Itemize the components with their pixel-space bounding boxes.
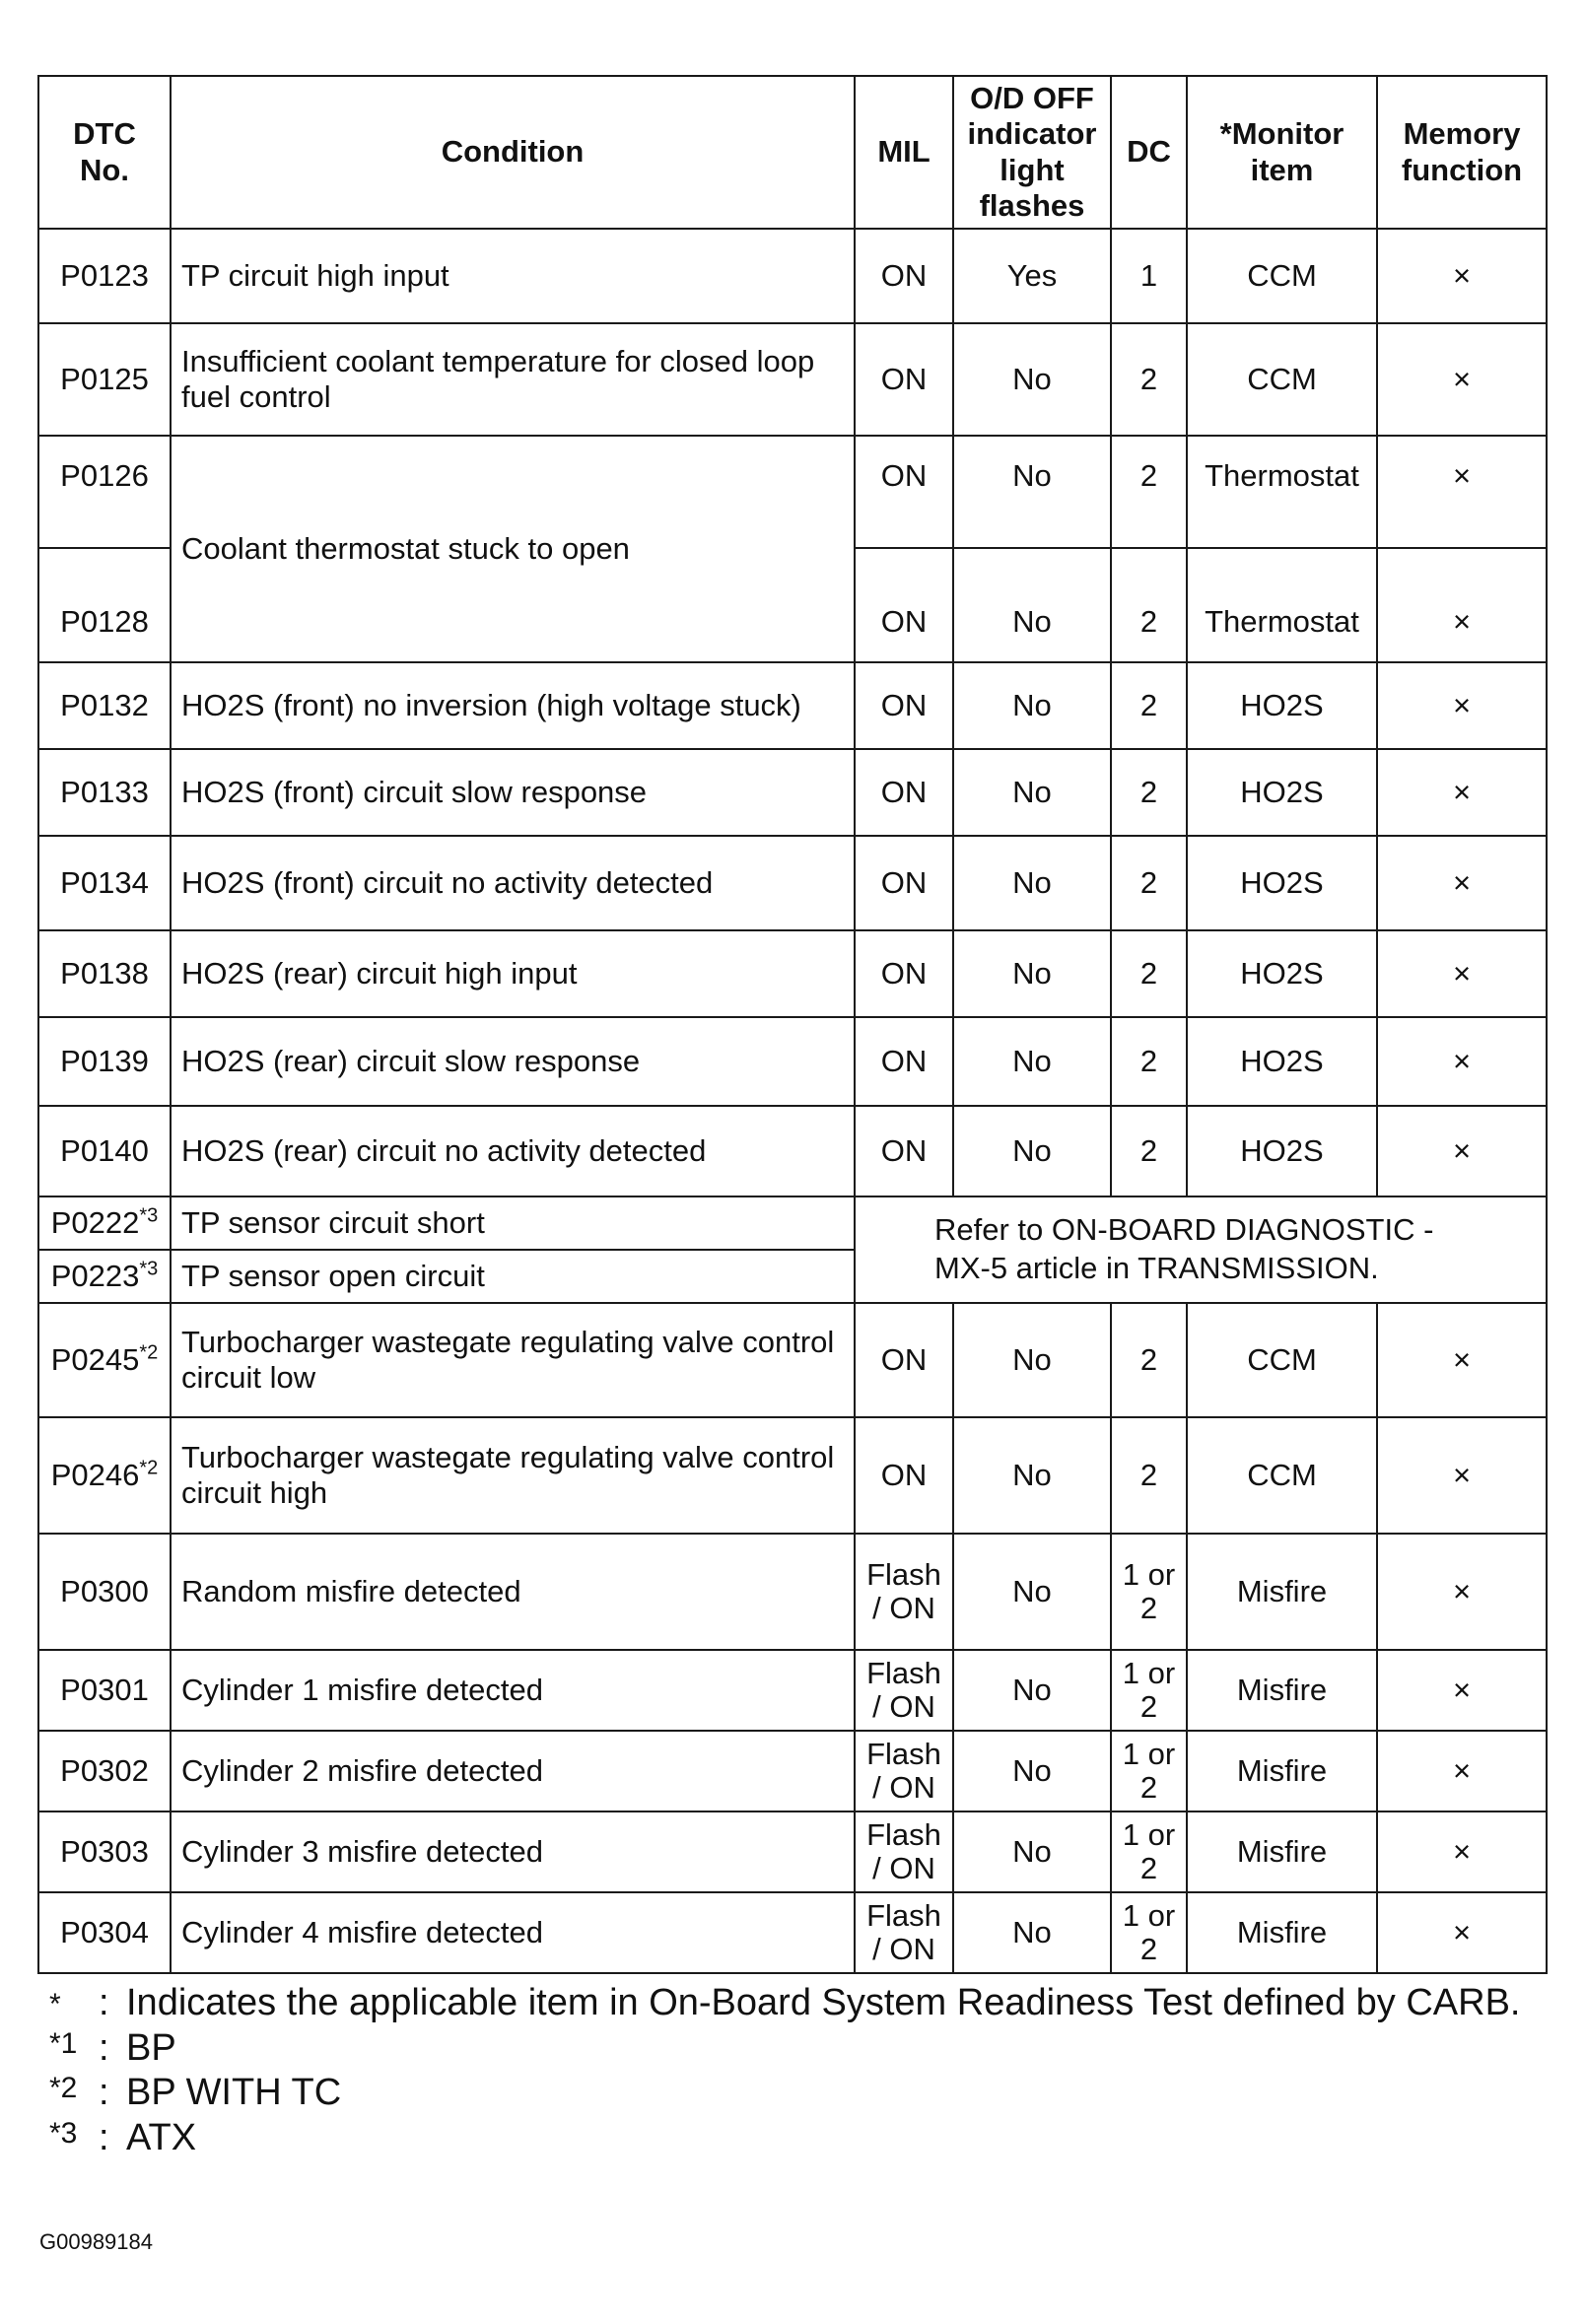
dtc-code: P0133 [38, 749, 171, 836]
monitor-item: HO2S [1187, 836, 1377, 930]
condition: Turbocharger wastegate regulating valve control circuit high [171, 1417, 855, 1534]
dtc-code [38, 1303, 171, 1417]
footnote-colon: : [99, 2116, 109, 2158]
condition: Insufficient coolant temperature for closed loop fuel control [171, 323, 855, 436]
mil: ON [855, 548, 953, 662]
mil-line: / ON [872, 1689, 935, 1725]
mil [855, 1534, 953, 1650]
condition: HO2S (rear) circuit no activity detected [171, 1106, 855, 1196]
mil-line: Flash [866, 1897, 941, 1933]
od-flash: No [953, 548, 1111, 662]
mil: ON [855, 1106, 953, 1196]
monitor-item: CCM [1187, 323, 1377, 436]
condition: Cylinder 2 misfire detected [171, 1731, 855, 1811]
condition: TP circuit high input [171, 229, 855, 323]
footnote-ref: *3 [139, 1204, 159, 1227]
table-row [38, 1417, 1547, 1534]
memory-function: × [1377, 749, 1547, 836]
od-flash: No [953, 1106, 1111, 1196]
monitor-item: Misfire [1187, 1892, 1377, 1973]
condition: TP sensor circuit short [171, 1196, 855, 1250]
table-row [38, 1106, 1547, 1196]
memory-function: × [1377, 548, 1547, 662]
table-row [38, 323, 1547, 436]
dtc-code [38, 1250, 171, 1303]
dc [1111, 1650, 1187, 1731]
table-row [38, 1892, 1547, 1973]
memory-function: × [1377, 836, 1547, 930]
header-dc: DC [1111, 76, 1187, 229]
condition: HO2S (front) circuit no activity detected [171, 836, 855, 930]
mil [855, 1650, 953, 1731]
dc: 2 [1111, 1106, 1187, 1196]
dc: 2 [1111, 548, 1187, 662]
dtc-code: P0128 [38, 548, 171, 662]
header-od-line: flashes [979, 187, 1085, 223]
od-flash: No [953, 836, 1111, 930]
mil-line: Flash [866, 1655, 941, 1690]
footnotes [49, 1981, 1557, 2160]
dtc-code [38, 1417, 171, 1534]
dtc-code: P0125 [38, 323, 171, 436]
table-row [38, 1017, 1547, 1106]
header-od-line: O/D OFF [970, 81, 1094, 115]
mil [855, 1892, 953, 1973]
table-row [38, 1811, 1547, 1892]
dc: 2 [1111, 1303, 1187, 1417]
dc-line: 2 [1139, 1689, 1158, 1725]
mil-line: / ON [872, 1591, 935, 1626]
dc-line: 1 or [1122, 1816, 1176, 1852]
od-flash: No [953, 1417, 1111, 1534]
mil [855, 1731, 953, 1811]
dtc-code: P0134 [38, 836, 171, 930]
footnote-colon: : [99, 2026, 109, 2069]
mil: ON [855, 1303, 953, 1417]
dc-line: 2 [1139, 1770, 1158, 1806]
footnote-ref: *3 [139, 1258, 159, 1280]
dtc-code: P0304 [38, 1892, 171, 1973]
monitor-item: HO2S [1187, 1017, 1377, 1106]
dtc-code: P0300 [38, 1534, 171, 1650]
dc [1111, 1811, 1187, 1892]
condition: TP sensor open circuit [171, 1250, 855, 1303]
footnote [49, 2116, 1557, 2161]
dc: 1 [1111, 229, 1187, 323]
monitor-item: Misfire [1187, 1534, 1377, 1650]
dtc-table [37, 75, 1548, 1974]
header-od-line: light [1000, 152, 1065, 187]
mil-line: / ON [872, 1851, 935, 1886]
refer-note-line: MX-5 article in TRANSMISSION. [934, 1251, 1379, 1286]
footnote-ref: *2 [139, 1341, 159, 1364]
mil-line: Flash [866, 1736, 941, 1771]
monitor-item: HO2S [1187, 930, 1377, 1017]
table-row [38, 662, 1547, 749]
table-row [38, 1534, 1547, 1650]
dc-line: 1 or [1122, 1655, 1176, 1690]
refer-note-line: Refer to ON-BOARD DIAGNOSTIC - [934, 1212, 1434, 1248]
dc-line: 2 [1139, 1591, 1158, 1626]
monitor-item: Thermostat [1187, 436, 1377, 548]
mil: ON [855, 229, 953, 323]
dc: 2 [1111, 323, 1187, 436]
memory-function: × [1377, 1106, 1547, 1196]
dc-line: 1 or [1122, 1556, 1176, 1592]
mil-line: Flash [866, 1816, 941, 1852]
monitor-item: Misfire [1187, 1731, 1377, 1811]
memory-function: × [1377, 1534, 1547, 1650]
header-dtc: DTC No. [38, 76, 171, 229]
monitor-item: CCM [1187, 1303, 1377, 1417]
dc: 2 [1111, 749, 1187, 836]
table-row [38, 436, 1547, 548]
dc: 2 [1111, 836, 1187, 930]
mil-line: / ON [872, 1932, 935, 1967]
memory-function: × [1377, 229, 1547, 323]
dtc-code: P0123 [38, 229, 171, 323]
memory-function: × [1377, 1017, 1547, 1106]
monitor-item: HO2S [1187, 662, 1377, 749]
memory-function: × [1377, 1731, 1547, 1811]
header-condition: Condition [171, 76, 855, 229]
od-flash: No [953, 1892, 1111, 1973]
footnote-mark: *2 [49, 2072, 78, 2105]
mil: ON [855, 1417, 953, 1534]
condition: Turbocharger wastegate regulating valve control circuit low [171, 1303, 855, 1417]
memory-function: × [1377, 1650, 1547, 1731]
memory-function: × [1377, 930, 1547, 1017]
header-monitor-line: item [1250, 152, 1314, 187]
condition: Cylinder 3 misfire detected [171, 1811, 855, 1892]
footnote-colon: : [99, 2072, 109, 2114]
od-flash: No [953, 1650, 1111, 1731]
mil: ON [855, 662, 953, 749]
mil: ON [855, 749, 953, 836]
od-flash: No [953, 1731, 1111, 1811]
mil-line: Flash [866, 1556, 941, 1592]
dtc-code [38, 1196, 171, 1250]
dc: 2 [1111, 436, 1187, 548]
table-row [38, 1650, 1547, 1731]
memory-function: × [1377, 323, 1547, 436]
memory-function: × [1377, 662, 1547, 749]
dtc-code-text: P0223 [50, 1259, 140, 1294]
dtc-code: P0132 [38, 662, 171, 749]
footnote-colon: : [99, 1982, 109, 2023]
mil: ON [855, 1017, 953, 1106]
dtc-code-text: P0246 [50, 1458, 140, 1493]
footnote-text: BP [126, 2026, 176, 2069]
condition: Random misfire detected [171, 1534, 855, 1650]
memory-function: × [1377, 436, 1547, 548]
dtc-code-text: P0222 [50, 1205, 140, 1241]
dtc-code: P0302 [38, 1731, 171, 1811]
dc-line: 2 [1139, 1851, 1158, 1886]
dc [1111, 1731, 1187, 1811]
mil: ON [855, 323, 953, 436]
footnote-ref: *2 [139, 1457, 159, 1479]
header-mil: MIL [855, 76, 953, 229]
mil: ON [855, 836, 953, 930]
mil-line: / ON [872, 1770, 935, 1806]
monitor-item: HO2S [1187, 1106, 1377, 1196]
od-flash: No [953, 1017, 1111, 1106]
dtc-code: P0140 [38, 1106, 171, 1196]
header-od-off [953, 76, 1111, 229]
mil: ON [855, 436, 953, 548]
od-flash: No [953, 323, 1111, 436]
dc-line: 2 [1139, 1932, 1158, 1967]
condition: HO2S (front) circuit slow response [171, 749, 855, 836]
mil: ON [855, 930, 953, 1017]
table-row [38, 229, 1547, 323]
monitor-item: CCM [1187, 1417, 1377, 1534]
table-row [38, 1303, 1547, 1417]
od-flash: No [953, 749, 1111, 836]
footnote [49, 2026, 1557, 2072]
header-memory-function [1377, 76, 1547, 229]
dc [1111, 1534, 1187, 1650]
footnote-mark: *3 [49, 2116, 78, 2150]
od-flash: No [953, 930, 1111, 1017]
od-flash: No [953, 662, 1111, 749]
header-row [38, 76, 1547, 229]
table-row [38, 1196, 1547, 1250]
dc: 2 [1111, 1017, 1187, 1106]
condition: HO2S (front) no inversion (high voltage stuck) [171, 662, 855, 749]
memory-function: × [1377, 1303, 1547, 1417]
od-flash: Yes [953, 229, 1111, 323]
dtc-code-text: P0245 [50, 1342, 140, 1378]
figure-id: G00989184 [39, 2229, 153, 2254]
footnote [49, 2071, 1557, 2116]
monitor-item: Misfire [1187, 1650, 1377, 1731]
dc: 2 [1111, 930, 1187, 1017]
footnote-text: BP WITH TC [126, 2072, 342, 2114]
footnote-mark: *1 [49, 2026, 78, 2060]
header-memory-line: Memory [1403, 116, 1521, 152]
memory-function: × [1377, 1892, 1547, 1973]
condition: Cylinder 1 misfire detected [171, 1650, 855, 1731]
table-row [38, 749, 1547, 836]
footnote-text: Indicates the applicable item in On-Board System Readiness Test defined by CARB. [126, 1982, 1521, 2023]
mil [855, 1811, 953, 1892]
header-monitor-line: *Monitor [1219, 116, 1345, 152]
dtc-code: P0138 [38, 930, 171, 1017]
refer-note [855, 1196, 1547, 1303]
memory-function: × [1377, 1417, 1547, 1534]
dc [1111, 1892, 1187, 1973]
table-row [38, 930, 1547, 1017]
condition: HO2S (rear) circuit high input [171, 930, 855, 1017]
od-flash: No [953, 436, 1111, 548]
monitor-item: HO2S [1187, 749, 1377, 836]
dc: 2 [1111, 662, 1187, 749]
od-flash: No [953, 1534, 1111, 1650]
condition: HO2S (rear) circuit slow response [171, 1017, 855, 1106]
condition: Coolant thermostat stuck to open [171, 436, 855, 662]
footnote-mark: * [49, 1988, 61, 2020]
header-od-line: indicator [967, 116, 1097, 152]
dc: 2 [1111, 1417, 1187, 1534]
dtc-code: P0301 [38, 1650, 171, 1731]
dtc-code: P0139 [38, 1017, 171, 1106]
footnote-text: ATX [126, 2116, 197, 2158]
monitor-item: Misfire [1187, 1811, 1377, 1892]
dtc-code: P0303 [38, 1811, 171, 1892]
dtc-code: P0126 [38, 436, 171, 548]
condition: Cylinder 4 misfire detected [171, 1892, 855, 1973]
od-flash: No [953, 1303, 1111, 1417]
table-row [38, 836, 1547, 930]
od-flash: No [953, 1811, 1111, 1892]
dc-line: 1 or [1122, 1897, 1176, 1933]
footnote [49, 1981, 1557, 2026]
header-monitor-item [1187, 76, 1377, 229]
header-memory-line: function [1401, 152, 1523, 187]
memory-function: × [1377, 1811, 1547, 1892]
dc-line: 1 or [1122, 1736, 1176, 1771]
monitor-item: Thermostat [1187, 548, 1377, 662]
table-row [38, 1731, 1547, 1811]
monitor-item: CCM [1187, 229, 1377, 323]
